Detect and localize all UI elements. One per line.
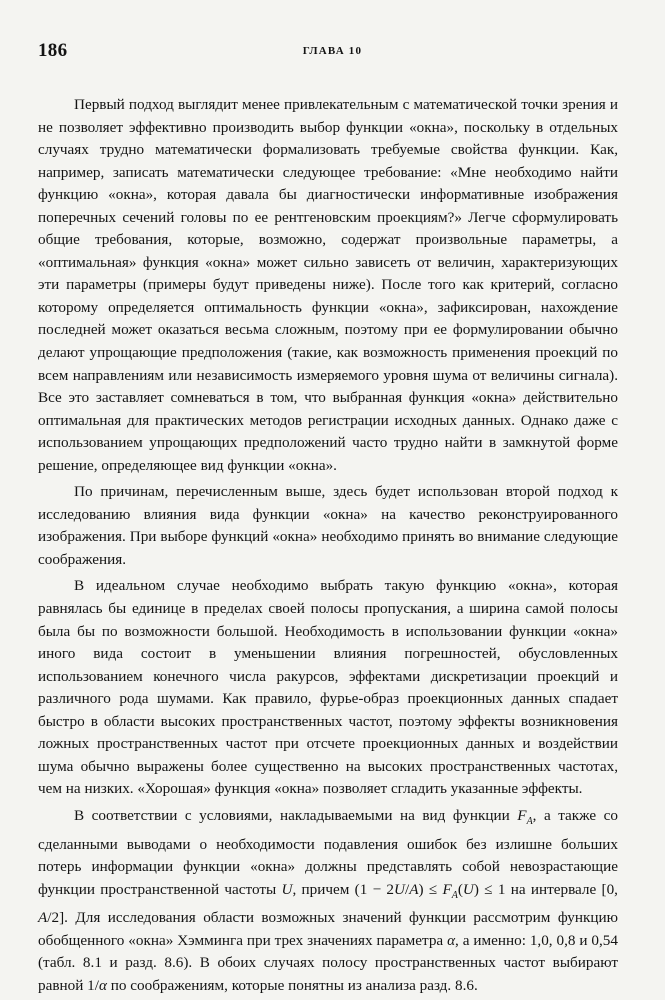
inequality-close: ) ≤ 1 bbox=[473, 880, 506, 898]
math-symbol-a: A bbox=[409, 880, 419, 898]
text-run: /2]. Для исследования области возможных значений функции рассмотрим функцию обобщенного «окна» Хэмминга при трех значениях параметра bbox=[38, 909, 618, 949]
text-run: , а именно: 1,0, 0,8 и 0,54 (табл. 8.1 и разд. 8.6). В обоих случаях полосу пространственных частот выбирают равной 1/ bbox=[38, 931, 618, 994]
math-subscript-a: A bbox=[526, 815, 533, 827]
paragraph-1: Первый подход выглядит менее привлекательным с математической точки зрения и не позволяет эффективно производить выбор функции «окна», поскольку в отдельных случаях трудно математически формализовать требуемые свойства функции. Как, например, записать математически следующее требование: «Мне необходимо найти функцию «окна», которая давала бы диагностически информативные изображения поперечных сечений головы по ее рентгеновским проекциям?» Легче сформулировать общие требования, которые, возможно, содержат произвольные параметры, а «оптимальная» функция «окна» может сильно зависеть от величин, характеризующих эти параметры (примеры будут приведены ниже). После того как критерий, согласно которому определяется оптимальность функции «окна», зафиксирован, нахождение последней может оказаться весьма сложным, поэтому при ее формулировании обычно делают упрощающие предположения (такие, как возможность применения проекций по всем направлениям или независимость измеряемого уровня шума от величины сигнала). Все это заставляет сомневаться в том, что выбранная функция «окна» действительно оптимальная для практических методов регистрации исходных данных. Однако даже с использованием упрощающих предположений часто трудно найти в замкнутой форме решение, определяющее вид функции «окна». bbox=[38, 96, 618, 474]
body-text bbox=[38, 94, 618, 997]
math-symbol-u: U bbox=[394, 880, 405, 898]
text-run: , причем bbox=[292, 880, 355, 898]
math-symbol-a: A bbox=[38, 909, 48, 927]
paragraph-2: По причинам, перечисленным выше, здесь будет использован второй подход к исследованию влияния вида функции «окна» на качество реконструированного изображения. При выборе функций «окна» необходимо принять во внимание следующие соображения. bbox=[38, 483, 618, 568]
math-slash: / bbox=[405, 880, 410, 898]
math-symbol-u: U bbox=[281, 880, 293, 898]
text-run: на интервале [0, bbox=[505, 880, 618, 898]
math-symbol-alpha: α bbox=[447, 931, 456, 949]
running-head: ГЛАВА 10 bbox=[302, 45, 363, 57]
math-symbol-f: F bbox=[517, 806, 527, 824]
math-symbol-u: U bbox=[462, 880, 474, 898]
text-run: В соответствии с условиями, накладываемыми на вид функции bbox=[74, 806, 518, 824]
math-subscript-a: A bbox=[451, 889, 458, 901]
math-symbol-f: F bbox=[442, 880, 452, 898]
math-symbol-alpha: α bbox=[98, 976, 107, 994]
inequality-open: (1 − 2 bbox=[354, 880, 395, 898]
inequality-mid: ) ≤ bbox=[418, 880, 443, 898]
paragraph-4 bbox=[38, 805, 618, 997]
math-paren: ( bbox=[457, 880, 463, 898]
page-number: 186 bbox=[38, 40, 68, 61]
text-run: по соображениям, которые понятны из анализа разд. 8.6. bbox=[106, 976, 478, 994]
paragraph-3: В идеальном случае необходимо выбрать такую функцию «окна», которая равнялась бы единице в пределах своей полосы пропускания, а ширина самой полосы была бы по возможности большой. Необходимость в использовании функции «окна» иного вида состоит в уменьшении влияния погрешностей, обусловленных использованием конечного числа ракурсов, эффектами дискретизации проекций и различного рода шумами. Как правило, фурье-образ проекционных данных спадает быстро в области высоких пространственных частот, поэтому эффекты возникновения ложных пространственных частот при отсчете проекционных данных и воздействии шума обычно выражены более существенно на высоких пространственных частотах, чем на низких. «Хорошая» функция «окна» позволяет сгладить указанные эффекты. bbox=[38, 577, 618, 798]
text-run: , а также со сделанными выводами о необходимости подавления ошибок без излишне больших потерь информации функции «окна» должны представлять собой невозрастающие функции пространственной частоты bbox=[38, 806, 618, 898]
